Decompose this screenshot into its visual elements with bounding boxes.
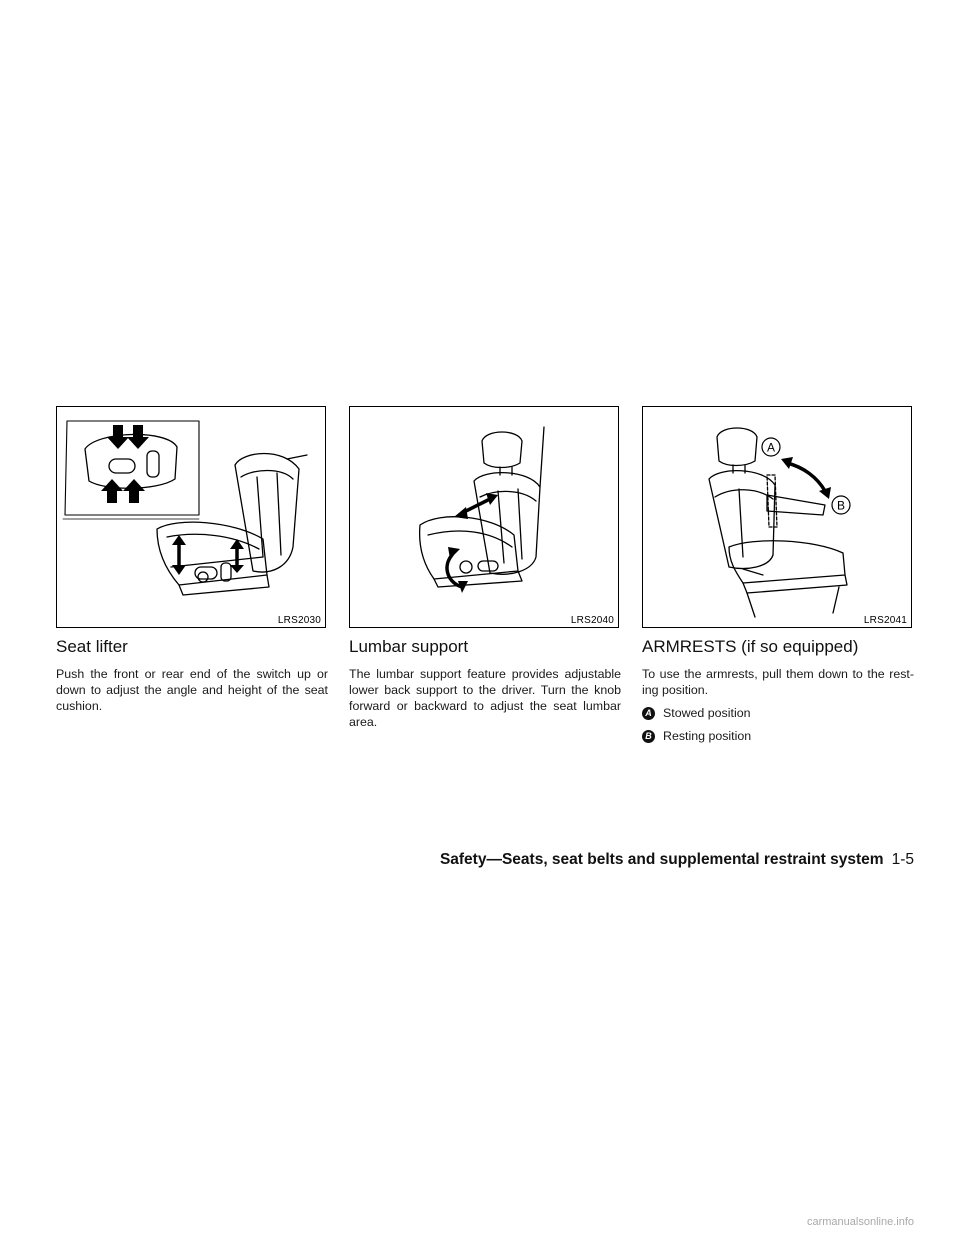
section-lumbar-support <box>349 406 621 730</box>
watermark: carmanualsonline.info <box>806 1216 914 1228</box>
section-title: Lumbar support <box>349 637 469 656</box>
legend-item-a <box>642 705 914 721</box>
badge-b-icon: B <box>642 730 655 743</box>
section-body: Push the front or rear end of the switch up or down to adjust the angle and height of the seat cushion. <box>56 667 328 713</box>
page-number: 1-5 <box>891 851 914 868</box>
figure-code: LRS2040 <box>570 615 614 626</box>
callout-a: A <box>766 440 776 455</box>
legend-text: Stowed position <box>663 706 751 720</box>
figure-lumbar-support <box>349 406 619 628</box>
lumbar-support-illustration <box>350 407 620 629</box>
figure-code: LRS2030 <box>277 615 321 626</box>
section-body: To use the armrests, pull them down to the rest- ing position. <box>642 667 914 697</box>
footer-section-title: Safety—Seats, seat belts and supplemental restraint system <box>439 851 884 868</box>
legend-text: Resting position <box>663 729 752 743</box>
page-footer <box>440 851 914 869</box>
figure-seat-lifter <box>56 406 326 628</box>
section-body: The lumbar support feature provides adjustable lower back support to the driver. Turn the knob forward or backward to adjust the seat lumbar area. <box>349 667 621 729</box>
armrests-illustration <box>643 407 913 629</box>
section-seat-lifter <box>56 406 328 714</box>
figure-code: LRS2041 <box>863 615 907 626</box>
section-armrests <box>642 406 914 744</box>
figure-armrests <box>642 406 912 628</box>
legend-item-b <box>642 728 914 744</box>
badge-a-icon: A <box>642 707 655 720</box>
callout-b: B <box>836 498 846 513</box>
section-title: ARMRESTS (if so equipped) <box>642 637 859 656</box>
seat-lifter-illustration <box>57 407 327 629</box>
section-title: Seat lifter <box>56 637 128 656</box>
